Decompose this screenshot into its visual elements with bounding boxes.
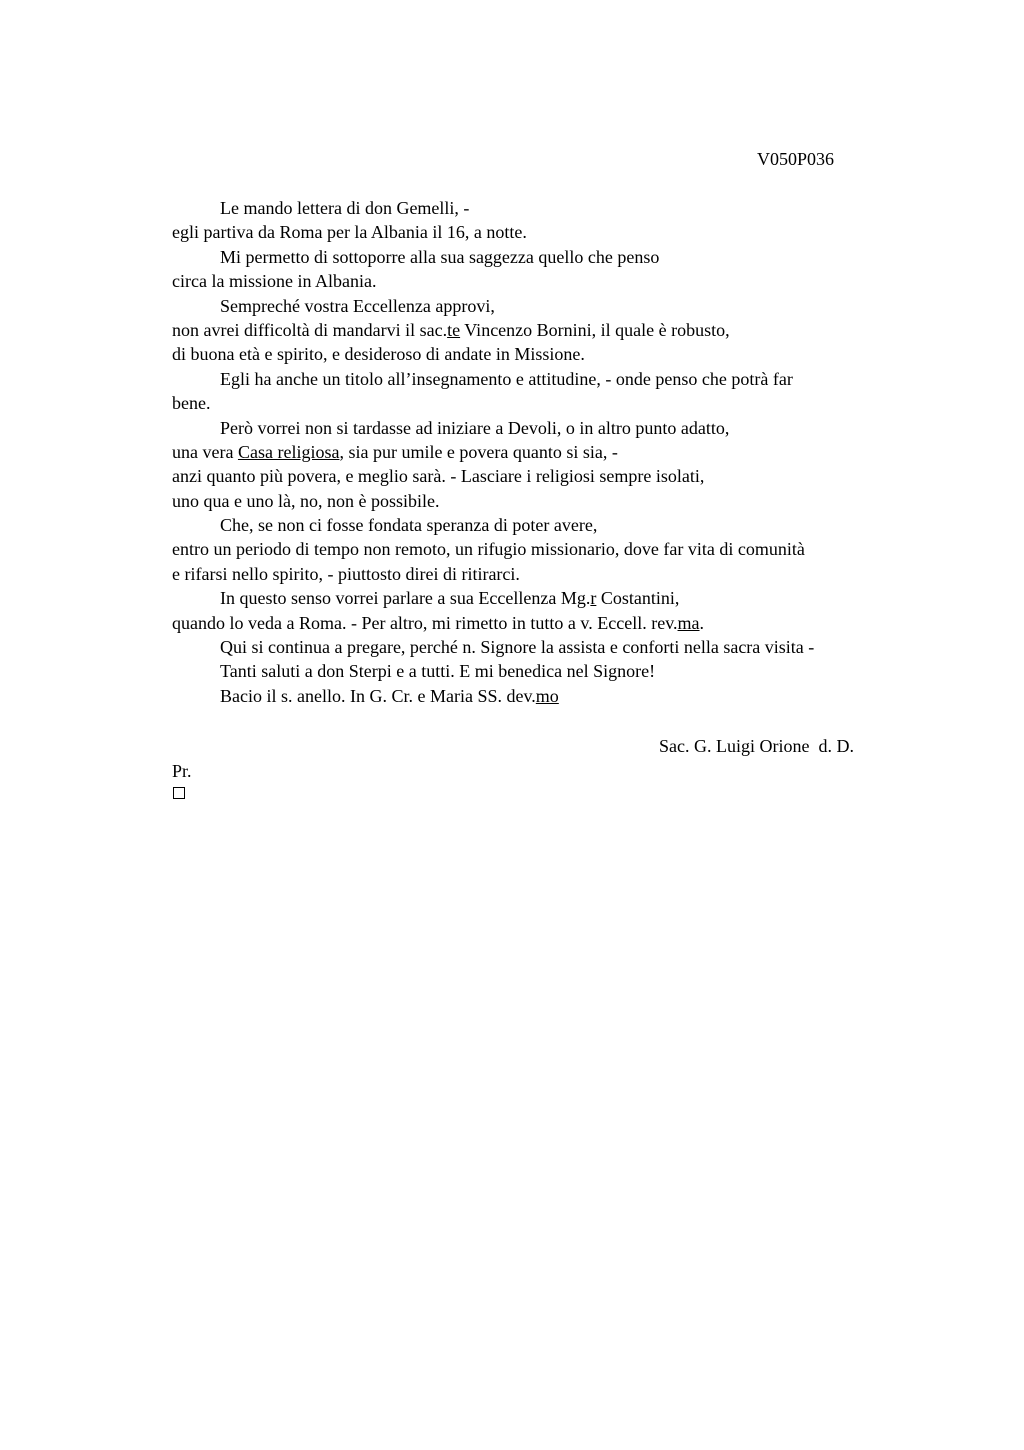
text-line [172,684,932,708]
text-line [172,367,932,391]
postscript: Pr. [172,761,192,781]
text-line [172,635,932,659]
line-text: Vincenzo Bornini, il quale è robusto, [460,319,730,340]
text-line [172,489,932,513]
line-text: anzi quanto più povera, e meglio sarà. - Lasciare i religiosi sempre isolati, [172,466,705,487]
line-text: Bacio il s. anello. In G. Cr. e Maria SS. dev. [220,685,536,706]
line-text: Mi permetto di sottoporre alla sua saggezza quello che penso [220,246,660,267]
text-line [172,245,932,269]
underlined-text: te [447,319,461,340]
line-text: Che, se non ci fosse fondata speranza di poter avere, [220,515,598,536]
document-id: V050P036 [757,149,835,169]
text-line [172,513,932,537]
signature: Sac. G. Luigi Orione d. D. [659,736,854,756]
text-line [172,416,932,440]
line-text: Costantini, [596,588,680,609]
line-text: Però vorrei non si tardasse ad iniziare a Devoli, o in altro punto adatto, [220,417,730,438]
line-text: Le mando lettera di don Gemelli, - [220,198,470,218]
text-line [172,440,932,464]
underlined-text: Casa religiosa [237,441,340,462]
text-line [172,391,932,415]
text-line [172,196,932,220]
text-line [172,611,932,635]
underlined-text: r [590,588,597,609]
line-text: . [699,612,705,633]
line-text: Tanti saluti a don Sterpi e a tutti. E mi benedica nel Signore! [220,661,656,682]
text-line [172,659,932,683]
text-line [172,562,932,586]
line-text: In questo senso vorrei parlare a sua Eccellenza Mg. [220,588,591,609]
line-text: entro un periodo di tempo non remoto, un rifugio missionario, dove far vita di comunità [172,539,805,560]
line-text: egli partiva da Roma per la Albania il 16, a notte. [172,222,527,243]
line-text: di buona età e spirito, e desideroso di andate in Missione. [172,344,585,365]
line-text: non avrei difficoltà di mandarvi il sac. [172,319,448,340]
text-line [172,586,932,610]
letter-body [172,196,932,708]
text-line [172,342,932,366]
line-text: bene. [172,393,211,414]
box-glyph-icon [173,787,185,799]
line-text: Egli ha anche un titolo all’insegnamento e attitudine, - onde penso che potrà far [220,368,793,389]
line-text: uno qua e uno là, no, non è possibile. [172,490,440,511]
line-text: una vera [172,441,238,462]
text-line [172,220,932,244]
line-text: Qui si continua a pregare, perché n. Signore la assista e conforti nella sacra visita - [220,637,815,658]
text-line [172,537,932,561]
text-line [172,464,932,488]
text-line [172,318,932,342]
line-text: e rifarsi nello spirito, - piuttosto direi di ritirarci. [172,563,520,584]
underlined-text: ma [677,612,700,633]
line-text: circa la missione in Albania. [172,271,377,292]
text-line [172,269,932,293]
line-text: , sia pur umile e povera quanto si sia, - [339,441,618,462]
line-text: Sempreché vostra Eccellenza approvi, [220,295,495,316]
line-text: quando lo veda a Roma. - Per altro, mi rimetto in tutto a v. Eccell. rev. [172,612,678,633]
underlined-text: mo [535,685,559,706]
text-line [172,294,932,318]
